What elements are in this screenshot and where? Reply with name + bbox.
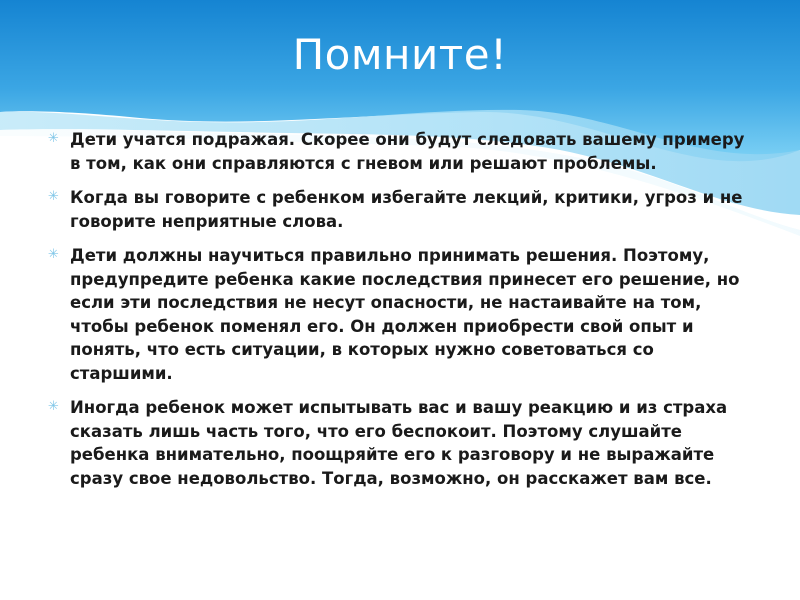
asterisk-bullet-icon: ✳ — [48, 247, 59, 262]
asterisk-bullet-icon: ✳ — [48, 131, 59, 146]
bullet-text: Когда вы говорите с ребенком избегайте лекций, критики, угроз и не говорите неприятные слова. — [70, 188, 743, 231]
bullet-text: Дети должны научиться правильно принимать решения. Поэтому, предупредите ребенка какие последствия принесет его решение, но если эти последствия не несут опасности, не настаивайте на том, чтобы ребенок поменял его. Он должен приобрести свой опыт и понять, что есть ситуации, в которых нужно советоваться со старшими. — [70, 246, 740, 383]
asterisk-bullet-icon: ✳ — [48, 399, 59, 414]
list-item — [46, 244, 746, 385]
list-item — [46, 128, 746, 175]
asterisk-bullet-icon: ✳ — [48, 189, 59, 204]
list-item — [46, 186, 746, 233]
bullet-text: Иногда ребенок может испытывать вас и вашу реакцию и из страха сказать лишь часть того, что его беспокоит. Поэтому слушайте ребенка внимательно, поощряйте его к разговору и не выражайте сразу свое недовольство. Тогда, возможно, он расскажет вам все. — [70, 398, 728, 488]
slide-title: Помните! — [292, 30, 508, 79]
bullet-text: Дети учатся подражая. Скорее они будут следовать вашему примеру в том, как они справляются с гневом или решают проблемы. — [70, 130, 745, 173]
list-item — [46, 396, 746, 490]
bullet-list — [46, 128, 746, 501]
